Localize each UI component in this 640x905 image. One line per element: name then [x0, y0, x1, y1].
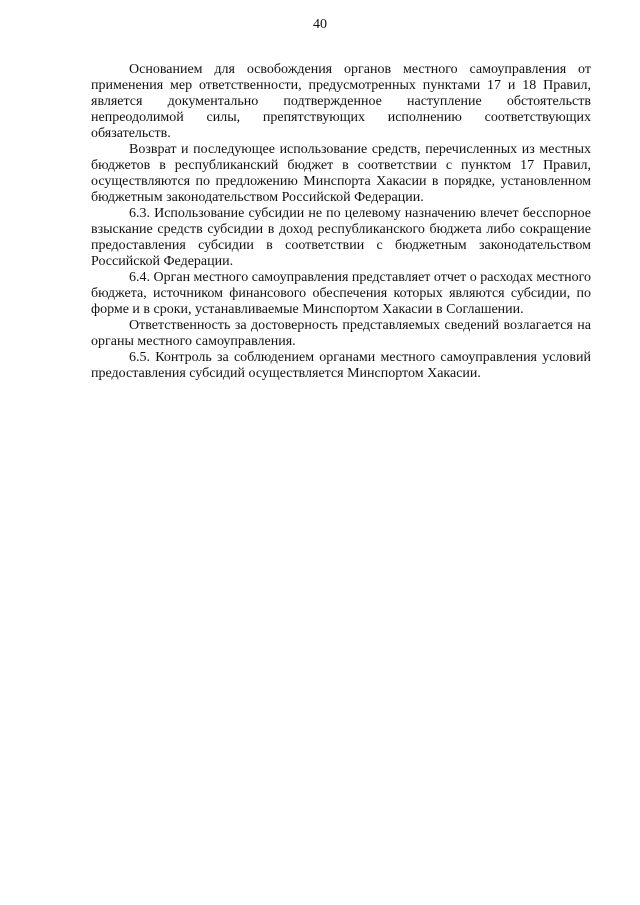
paragraph-6-3: 6.3. Использование субсидии не по целевому назначению влечет бесспорное взыскание средств субсидии в доход республиканского бюджета либо сокращение предоставления субсидии в соответствии с бюджетным законодательством Российской Федерации.: [91, 206, 591, 269]
paragraph-6-4: 6.4. Орган местного самоуправления представляет отчет о расходах местного бюджета, источником финансового обеспечения которых являются субсидии, по форме и в сроки, устанавливаемые Минспортом Хакасии в Соглашении.: [91, 270, 592, 317]
paragraph-refund: Возврат и последующее использование средств, перечисленных из местных бюджетов в республиканский бюджет в соответствии с пунктом 17 Правил, осуществляются по предложению Минспорта Хакасии в порядке, установленном бюджетным законодательством Российской Федерации.: [91, 142, 591, 205]
paragraph-6-5: 6.5. Контроль за соблюдением органами местного самоуправления условий предоставления субсидий осуществляется Минспортом Хакасии.: [91, 350, 591, 381]
paragraph-responsibility: Ответственность за достоверность представляемых сведений возлагается на органы местного самоуправления.: [91, 318, 591, 349]
page-number: 40: [313, 17, 327, 32]
paragraph-force-majeure: Основанием для освобождения органов местного самоуправления от применения мер ответственности, предусмотренных пунктами 17 и 18 Правил, является документально подтвержденное наступление обстоятельств непреодолимой силы, препятствующих исполнению соответствующих обязательств.: [91, 62, 591, 141]
document-body: [91, 62, 591, 382]
